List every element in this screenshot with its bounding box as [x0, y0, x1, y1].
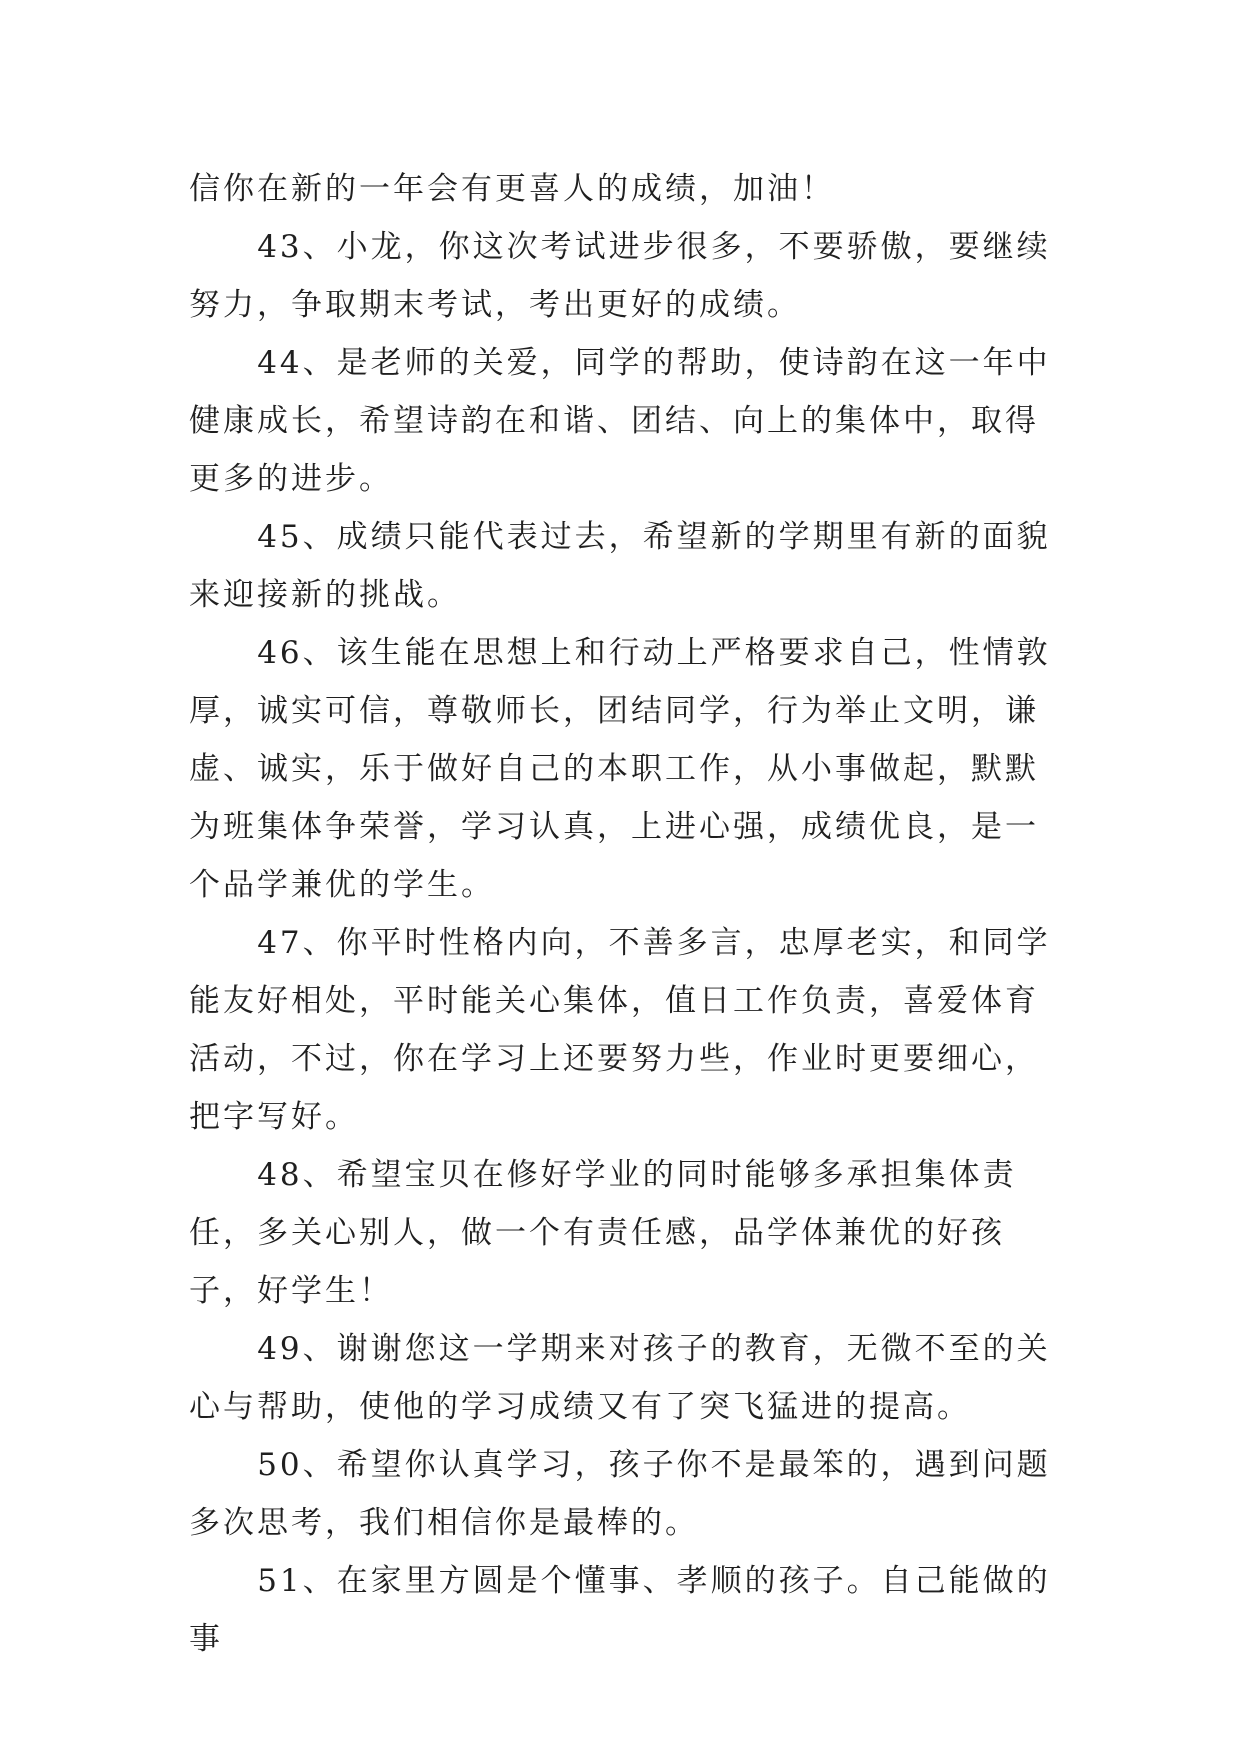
paragraph-continuation: 信你在新的一年会有更喜人的成绩，加油！	[189, 171, 835, 207]
paragraph-45: 45、成绩只能代表过去，希望新的学期里有新的面貌来迎接新的挑战。	[189, 519, 1051, 613]
body-text	[189, 160, 1069, 1668]
paragraph-44: 44、是老师的关爱，同学的帮助，使诗韵在这一年中健康成长，希望诗韵在和谐、团结、向上的集体中，取得更多的进步。	[189, 345, 1051, 497]
paragraph-46: 46、该生能在思想上和行动上严格要求自己，性情敦厚，诚实可信，尊敬师长，团结同学，行为举止文明，谦虚、诚实，乐于做好自己的本职工作，从小事做起，默默为班集体争荣誉，学习认真，上进心强，成绩优良，是一个品学兼优的学生。	[189, 635, 1051, 903]
paragraph-50: 50、希望你认真学习，孩子你不是最笨的，遇到问题多次思考，我们相信你是最棒的。	[189, 1447, 1051, 1541]
paragraph-43: 43、小龙，你这次考试进步很多，不要骄傲，要继续努力，争取期末考试，考出更好的成绩。	[189, 229, 1051, 323]
paragraph-48: 48、希望宝贝在修好学业的同时能够多承担集体责任，多关心别人，做一个有责任感，品学体兼优的好孩子，好学生！	[189, 1157, 1017, 1309]
paragraph-49: 49、谢谢您这一学期来对孩子的教育，无微不至的关心与帮助，使他的学习成绩又有了突飞猛进的提高。	[189, 1331, 1051, 1425]
paragraph-51: 51、在家里方圆是个懂事、孝顺的孩子。自己能做的事	[189, 1563, 1051, 1657]
paragraph-47: 47、你平时性格内向，不善多言，忠厚老实，和同学能友好相处，平时能关心集体，值日工作负责，喜爱体育活动，不过，你在学习上还要努力些，作业时更要细心，把字写好。	[189, 925, 1051, 1135]
